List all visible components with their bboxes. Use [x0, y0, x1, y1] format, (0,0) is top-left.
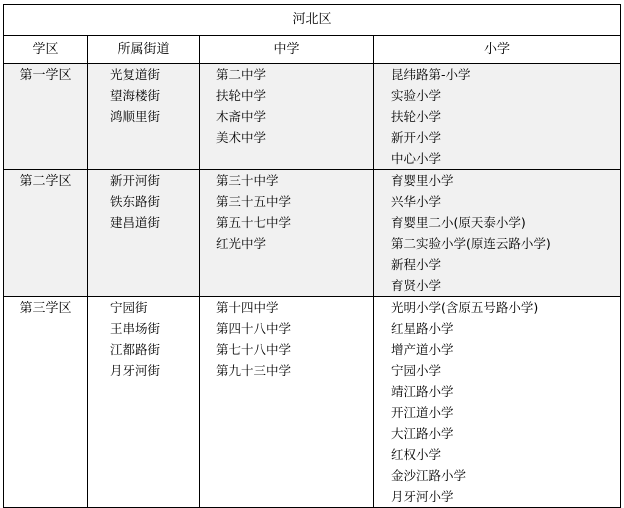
primary-school-list	[374, 297, 621, 508]
column-header-primary-school: 小学	[374, 36, 621, 64]
list-item: 木斋中学	[216, 109, 267, 124]
list-item: 第五十七中学	[216, 215, 292, 230]
list-item: 兴华小学	[391, 194, 442, 209]
list-item: 光复道街	[110, 67, 161, 82]
list-item: 中心小学	[391, 151, 442, 166]
zone-name: 第二学区	[4, 170, 88, 297]
list-item: 大江路小学	[391, 426, 454, 441]
list-item: 江都路街	[110, 342, 161, 357]
list-item: 第十四中学	[216, 300, 279, 315]
list-item: 扶轮中学	[216, 88, 267, 103]
list-item: 月牙河小学	[391, 489, 454, 504]
list-item: 第九十三中学	[216, 363, 292, 378]
middle-school-list	[200, 297, 374, 508]
list-item: 新开河街	[110, 173, 161, 188]
list-item: 第二中学	[216, 67, 267, 82]
list-item: 红星路小学	[391, 321, 454, 336]
list-item: 育婴里二小(原天泰小学)	[391, 215, 526, 230]
list-item: 第三十中学	[216, 173, 279, 188]
list-item: 宁园街	[110, 300, 148, 315]
column-header-street: 所属街道	[88, 36, 200, 64]
primary-school-list	[374, 64, 621, 170]
list-item: 建昌道街	[110, 215, 161, 230]
list-item: 育婴里小学	[391, 173, 454, 188]
list-item: 第七十八中学	[216, 342, 292, 357]
column-header-zone: 学区	[4, 36, 88, 64]
column-header-middle-school: 中学	[200, 36, 374, 64]
list-item: 实验小学	[391, 88, 442, 103]
middle-school-list	[200, 170, 374, 297]
list-item: 美术中学	[216, 130, 267, 145]
table-row	[4, 170, 621, 297]
street-list	[88, 170, 200, 297]
zone-name: 第三学区	[4, 297, 88, 508]
list-item: 第二实验小学(原连云路小学)	[391, 236, 551, 251]
zone-name: 第一学区	[4, 64, 88, 170]
list-item: 王串场街	[110, 321, 161, 336]
table-row	[4, 64, 621, 170]
list-item: 宁园小学	[391, 363, 442, 378]
list-item: 第三十五中学	[216, 194, 292, 209]
page-title: 河北区	[4, 5, 621, 36]
list-item: 新开小学	[391, 130, 442, 145]
list-item: 新程小学	[391, 257, 442, 272]
list-item: 育贤小学	[391, 278, 442, 293]
list-item: 望海楼街	[110, 88, 161, 103]
list-item: 增产道小学	[391, 342, 454, 357]
list-item: 开江道小学	[391, 405, 454, 420]
table-header-row	[4, 36, 621, 64]
list-item: 月牙河街	[110, 363, 161, 378]
list-item: 红权小学	[391, 447, 442, 462]
list-item: 第四十八中学	[216, 321, 292, 336]
list-item: 靖江路小学	[391, 384, 454, 399]
table-title-row	[4, 5, 621, 36]
list-item: 铁东路街	[110, 194, 161, 209]
list-item: 鸿顺里街	[110, 109, 161, 124]
school-district-table	[3, 4, 621, 508]
street-list	[88, 297, 200, 508]
street-list	[88, 64, 200, 170]
list-item: 红光中学	[216, 236, 267, 251]
list-item: 昆纬路第-小学	[391, 67, 471, 82]
table-row	[4, 297, 621, 508]
list-item: 光明小学(含原五号路小学)	[391, 300, 539, 315]
list-item: 扶轮小学	[391, 109, 442, 124]
list-item: 金沙江路小学	[391, 468, 467, 483]
primary-school-list	[374, 170, 621, 297]
middle-school-list	[200, 64, 374, 170]
